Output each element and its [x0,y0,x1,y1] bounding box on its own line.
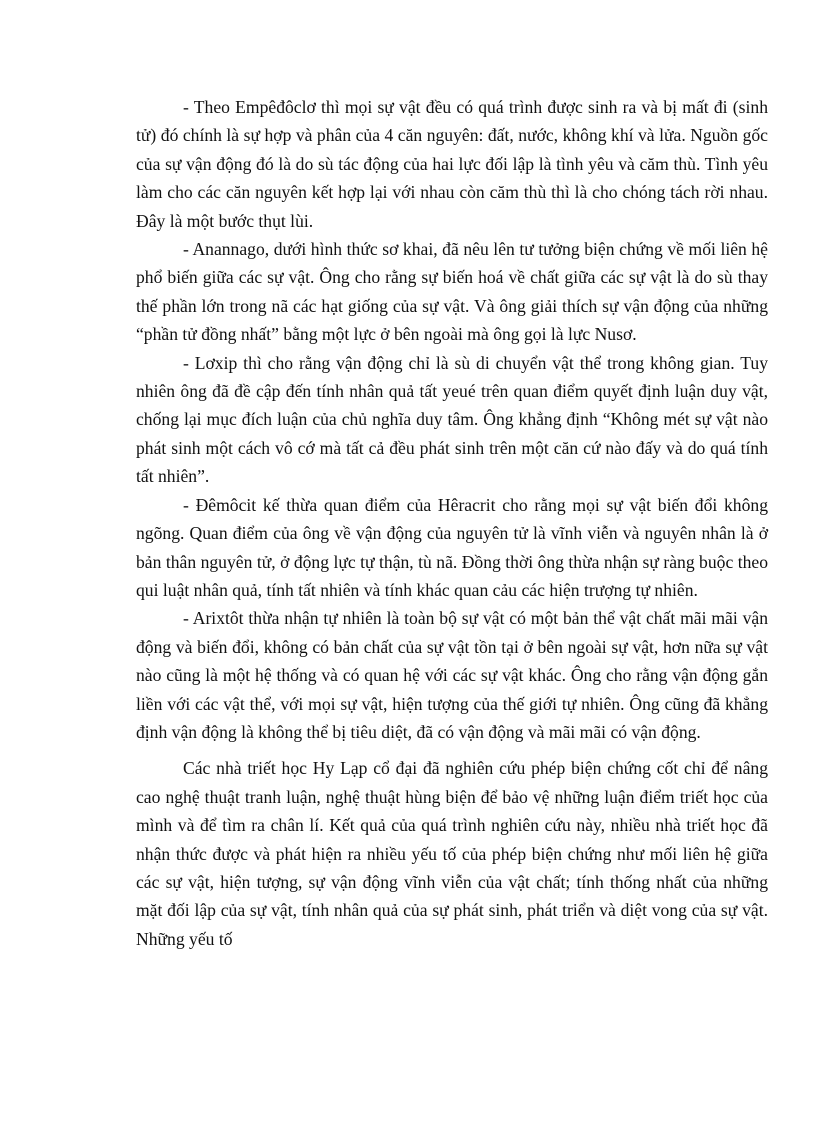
paragraph-summary: Các nhà triết học Hy Lạp cổ đại đã nghiên cứu phép biện chứng cốt chỉ để nâng cao nghệ thuật tranh luận, nghệ thuật hùng biện để bảo vệ những luận điểm triết học của mình và để tìm ra chân lí. Kết quả của quá trình nghiên cứu này, nhiều nhà triết học đã nhận thức được và phát hiện ra nhiều yếu tố của phép biện chứng như mối liên hệ giữa các sự vật, hiện tượng, sự vận động vĩnh viễn của vật chất; tính thống nhất của những mặt đối lập của sự vật, tính nhân quả của sự phát sinh, phát triển và diệt vong của sự vật. Những yếu tố [136,758,768,949]
paragraph-leucippus: - Lơxip thì cho rằng vận động chỉ là sù di chuyển vật thể trong không gian. Tuy nhiên ông đã đề cập đến tính nhân quả tất yeué trên quan điểm quyết định luận duy vật, chống lại mục đích luận của chủ nghĩa duy tâm. Ông khẳng định “Không mét sự vật nào phát sinh một cách vô cớ mà tất cả đều phát sinh trên một căn cứ nào đấy và do quá tính tất nhiên”. [136,352,768,487]
paragraph-anaxagoras: - Anannago, dưới hình thức sơ khai, đã nêu lên tư tưởng biện chứng về mối liên hệ phổ biến giữa các sự vật. Ông cho rằng sự biến hoá về chất giữa các sự vật là do sù thay thế phần lớn trong nã các hạt giống của sự vật. Và ông giải thích sự vận động của những “phần tử đồng nhất” bằng một lực ở bên ngoài mà ông gọi là lực Nusơ. [136,239,768,345]
paragraph-democritus: - Đêmôcit kế thừa quan điểm của Hêracrit cho rằng mọi sự vật biến đổi không ngõng. Quan điểm của ông về vận động của nguyên tử là vĩnh viễn và nguyên nhân là ở bản thân nguyên tử, ở động lực tự thận, tù nã. Đồng thời ông thừa nhận sự ràng buộc theo qui luật nhân quả, tính tất nhiên và tính khác quan cảu các hiện trượng tự nhiên. [136,494,768,600]
paragraph-empedocles: - Theo Empêđôclơ thì mọi sự vật đều có quá trình được sinh ra và bị mất đi (sinh tử) đó chính là sự hợp và phân của 4 căn nguyên: đất, nước, không khí và lửa. Nguồn gốc của sự vận động đó là do sù tác động của hai lực đối lập là tình yêu và căm thù. Tình yêu làm cho các căn nguyên kết hợp lại với nhau còn căm thù thì là cho chóng tách rời nhau. Đây là một bước thụt lùi. [136,97,768,231]
paragraph-aristotle: - Arixtôt thừa nhận tự nhiên là toàn bộ sự vật có một bản thể vật chất mãi mãi vận động và biến đổi, không có bản chất của sự vật tồn tại ở bên ngoài sự vật, hơn nữa sự vật nào cũng là một hệ thống và có quan hệ với các sự vật khác. Ông cho rằng vận động gắn liền với các vật thể, với mọi sự vật, hiện tượng của thế giới tự nhiên. Ông cũng đã khẳng định vận động là không thể bị tiêu diệt, đã có vận động và mãi mãi có vận động. [136,608,768,742]
body-text [136,93,768,953]
